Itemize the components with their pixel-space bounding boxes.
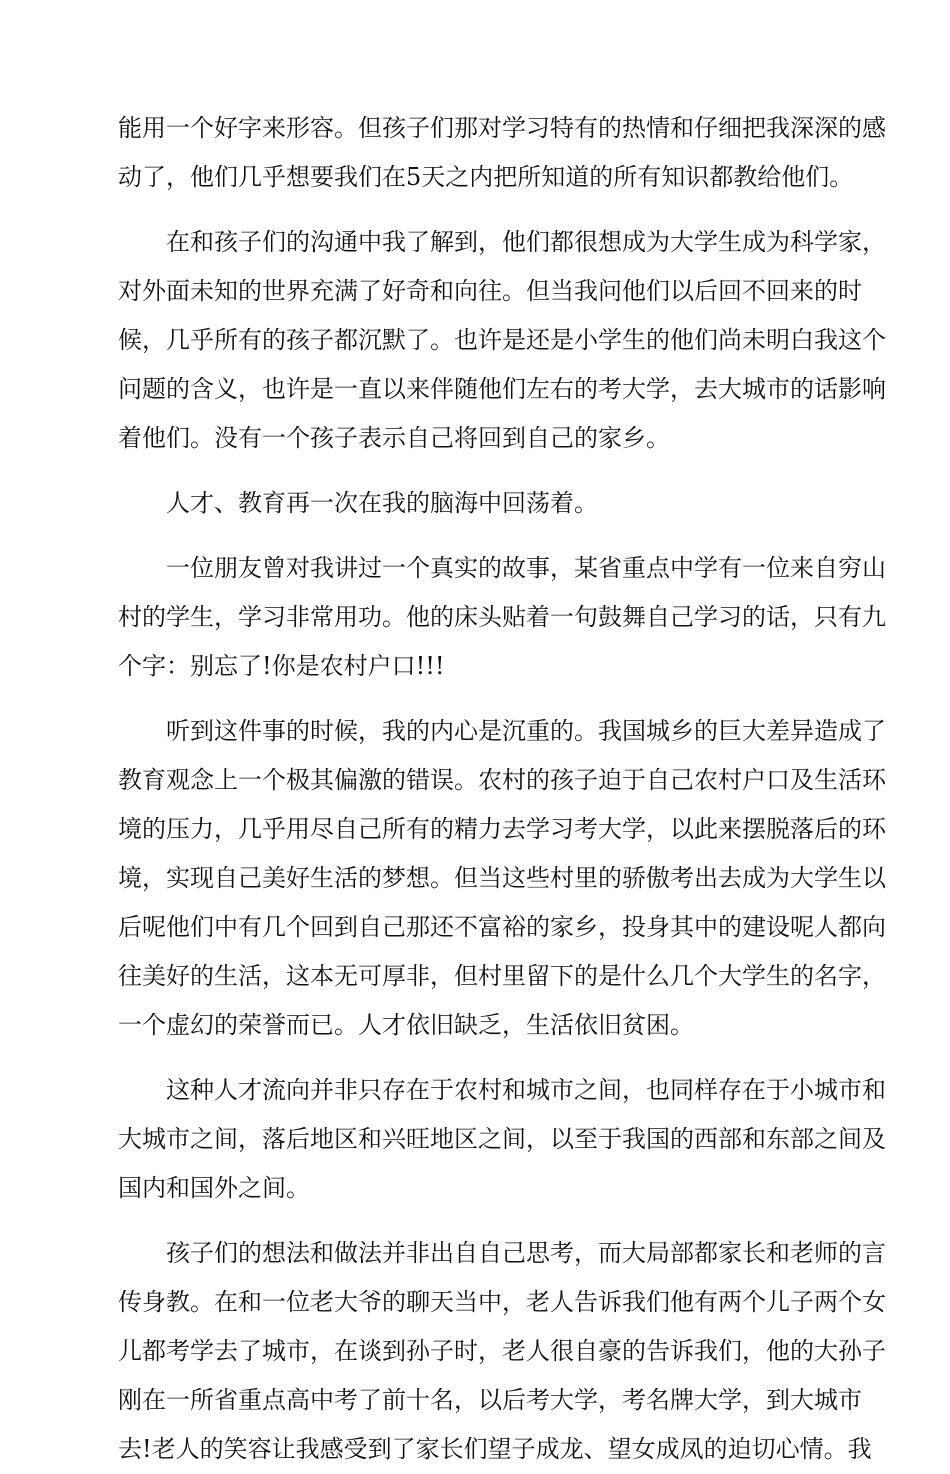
text-line: 传身教。在和一位老大爷的聊天当中，老人告诉我们他有两个儿子两个女 (118, 1288, 886, 1316)
text-line: 人才、教育再一次在我的脑海中回荡着。 (166, 489, 598, 517)
paragraph (118, 1229, 886, 1474)
text-line: 国内和国外之间。 (118, 1174, 310, 1202)
text-line: 对外面未知的世界充满了好奇和向往。但当我问他们以后回不回来的时 (118, 277, 862, 305)
text-line: 动了，他们几乎想要我们在5天之内把所知道的所有知识都教给他们。 (118, 163, 854, 191)
text-line: 一个虚幻的荣誉而已。人才依旧缺乏，生活依旧贫困。 (118, 1011, 694, 1039)
text-line: 一位朋友曾对我讲过一个真实的故事，某省重点中学有一位来自穷山 (166, 554, 886, 582)
text-line: 刚在一所省重点高中考了前十名，以后考大学，考名牌大学，到大城市 (118, 1386, 862, 1414)
text-line: 这种人才流向并非只存在于农村和城市之间，也同样存在于小城市和 (166, 1076, 886, 1104)
text-line: 孩子们的想法和做法并非出自自己思考，而大局部都家长和老师的言 (166, 1239, 886, 1267)
paragraph (118, 707, 886, 1050)
paragraph (118, 1066, 886, 1213)
paragraph (118, 544, 886, 691)
text-line: 问题的含义，也许是一直以来伴随他们左右的考大学，去大城市的话影响 (118, 375, 886, 403)
paragraph (118, 104, 886, 202)
text-line: 能用一个好字来形容。但孩子们那对学习特有的热情和仔细把我深深的感 (118, 114, 886, 142)
text-line: 境，实现自己美好生活的梦想。但当这些村里的骄傲考出去成为大学生以 (118, 864, 886, 892)
text-line: 村的学生，学习非常用功。他的床头贴着一句鼓舞自己学习的话，只有九 (118, 603, 886, 631)
text-line: 往美好的生活，这本无可厚非，但村里留下的是什么几个大学生的名字， (118, 962, 886, 990)
text-line: 去!老人的笑容让我感受到了家长们望子成龙、望女成凤的迫切心情。我 (118, 1435, 872, 1463)
paragraph (118, 218, 886, 463)
text-line: 在和孩子们的沟通中我了解到，他们都很想成为大学生成为科学家， (166, 228, 886, 256)
text-line: 着他们。没有一个孩子表示自己将回到自己的家乡。 (118, 424, 670, 452)
text-line: 个字：别忘了!你是农村户口!!! (118, 652, 445, 680)
text-line: 境的压力，几乎用尽自己所有的精力去学习考大学，以此来摆脱落后的环 (118, 815, 886, 843)
text-line: 后呢他们中有几个回到自己那还不富裕的家乡，投身其中的建设呢人都向 (118, 913, 886, 941)
document-body (118, 104, 886, 1474)
text-line: 教育观念上一个极其偏激的错误。农村的孩子迫于自己农村户口及生活环 (118, 766, 886, 794)
text-line: 大城市之间，落后地区和兴旺地区之间，以至于我国的西部和东部之间及 (118, 1125, 886, 1153)
text-line: 听到这件事的时候，我的内心是沉重的。我国城乡的巨大差异造成了 (166, 717, 886, 745)
text-line: 候，几乎所有的孩子都沉默了。也许是还是小学生的他们尚未明白我这个 (118, 326, 886, 354)
text-line: 儿都考学去了城市，在谈到孙子时，老人很自豪的告诉我们，他的大孙子 (118, 1337, 886, 1365)
paragraph (118, 479, 838, 528)
